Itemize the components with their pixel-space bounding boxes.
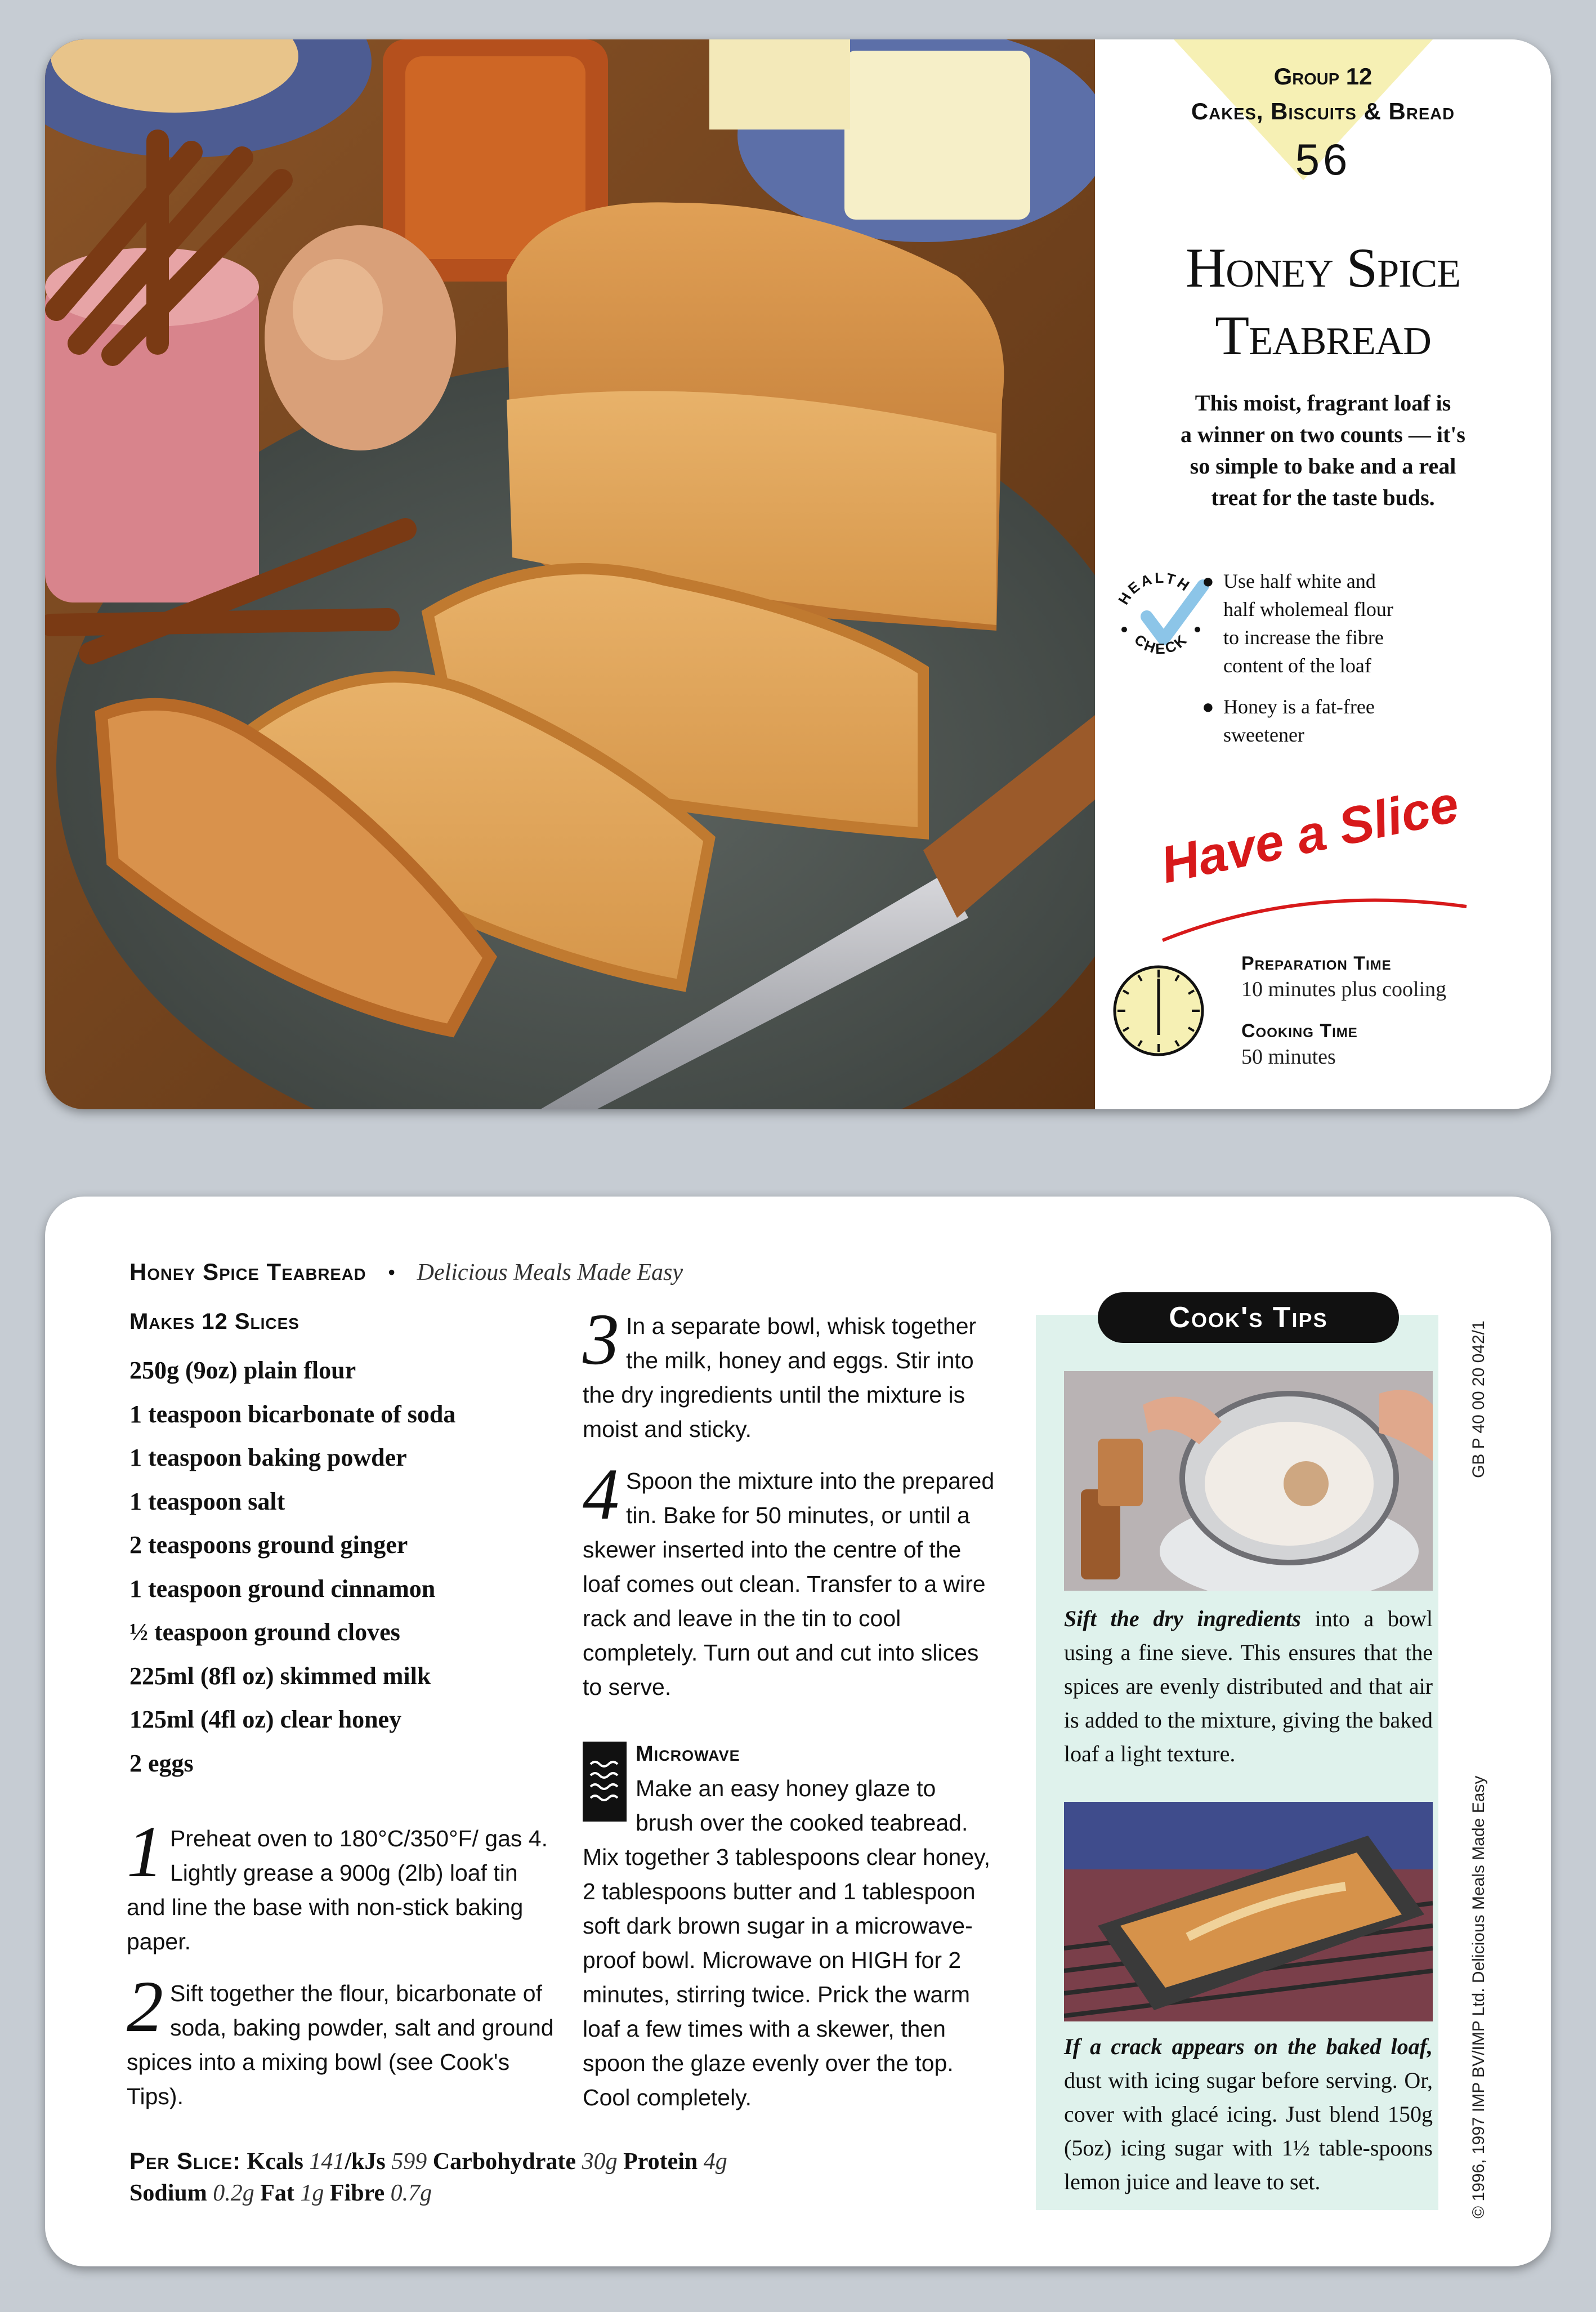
health-item: [1202, 567, 1460, 680]
health-line: half wholemeal flour: [1223, 598, 1393, 621]
group-name: Cakes, Biscuits & Bread: [1191, 98, 1455, 124]
intro-line: This moist, fragrant loaf is: [1195, 390, 1451, 416]
health-line: content of the loaf: [1223, 654, 1371, 677]
ingredient-item: 1 teaspoon salt: [129, 1487, 285, 1515]
method-step-4: [583, 1454, 999, 1704]
tip-2: [1064, 2030, 1433, 2199]
method-step-1: [127, 1811, 555, 1959]
kcals-label: Kcals: [247, 2149, 303, 2175]
health-item: [1202, 693, 1460, 749]
carb-value: 30g: [582, 2149, 618, 2175]
makes-count: Makes 12 Slices: [129, 1309, 299, 1334]
copyright-text: © 1996, 1997 IMP BV/IMP Ltd. Delicious Meals Made Easy: [1469, 1775, 1488, 2219]
tip-2-text: dust with icing sugar before serving. Or, cover with glacé icing. Just blend 150g (5oz) icing sugar with 1½ table-spoons lemon juice and leave to set.: [1064, 2068, 1433, 2194]
front-card: [45, 39, 1551, 1109]
svg-text:HEALTH: [1115, 569, 1194, 608]
series-name: Delicious Meals Made Easy: [417, 1260, 683, 1286]
step-text: Sift together the flour, bicarbonate of soda, baking powder, salt and ground spices into a mixing bowl (see Cook's Tips).: [127, 1980, 554, 2109]
fat-value: 1g: [300, 2180, 324, 2206]
step-number: 3: [583, 1299, 619, 1380]
kj-label: /kJs: [345, 2149, 386, 2175]
recipe-intro: [1117, 387, 1528, 514]
step-number: 4: [583, 1454, 619, 1535]
ingredient-item: 250g (9oz) plain flour: [129, 1356, 356, 1384]
sodium-value: 0.2g: [213, 2180, 254, 2206]
step-number: 2: [127, 1966, 163, 2047]
per-slice-label: Per Slice:: [129, 2148, 242, 2174]
sieve-photo: [1064, 1371, 1433, 1591]
have-a-slice-logo: Have a Slice: [1156, 775, 1464, 895]
front-info-panel: [1095, 39, 1551, 1109]
ingredient-item: 125ml (4fl oz) clear honey: [129, 1706, 402, 1733]
fibre-label: Fibre: [329, 2180, 385, 2206]
group-label: Group 12: [1273, 63, 1373, 90]
product-code: GB P 40 00 20 042/1: [1469, 1320, 1488, 1478]
fibre-value: 0.7g: [390, 2180, 432, 2206]
tip-1: [1064, 1602, 1433, 1771]
tip-1-text: into a bowl using a fine sieve. This ensures that the spices are evenly distributed and that air is added to the mixture, giving the baked loaf a light texture.: [1064, 1606, 1433, 1766]
recipe-title-line2: Teabread: [1215, 304, 1431, 367]
microwave-icon: [583, 1742, 627, 1822]
intro-line: treat for the taste buds.: [1211, 485, 1435, 510]
back-card: [45, 1197, 1551, 2266]
health-badge-top: HEALTH: [1115, 569, 1195, 608]
ingredient-item: 2 eggs: [129, 1749, 194, 1777]
ingredient-item: 225ml (8fl oz) skimmed milk: [129, 1662, 431, 1690]
back-recipe-title: Honey Spice Teabread: [129, 1258, 366, 1285]
protein-value: 4g: [703, 2149, 727, 2175]
cooks-tips-label: Cook's Tips: [1098, 1292, 1399, 1343]
health-line: to increase the fibre: [1223, 626, 1384, 649]
step-number: 1: [127, 1811, 163, 1893]
prep-time-value: 10 minutes plus cooling: [1241, 978, 1447, 1001]
cook-time-value: 50 minutes: [1241, 1045, 1336, 1069]
health-check-icon: [1107, 563, 1214, 670]
method-step-3: [583, 1299, 999, 1447]
sodium-label: Sodium: [129, 2180, 207, 2206]
microwave-section: [583, 1737, 999, 2115]
step-text: Preheat oven to 180°C/350°F/ gas 4. Lightly grease a 900g (2lb) loaf tin and line the base with non-stick baking paper.: [127, 1826, 548, 1954]
ingredient-item: 1 teaspoon ground cinnamon: [129, 1574, 436, 1603]
kj-value: 599: [391, 2149, 427, 2175]
intro-line: so simple to bake and a real: [1190, 453, 1456, 479]
loaf-tin-photo: [1064, 1802, 1433, 2021]
microwave-title: Microwave: [636, 1742, 740, 1766]
kcals-value: 141: [309, 2149, 345, 2175]
health-line: Use half white and: [1223, 570, 1376, 592]
tip-1-lead: Sift the dry ingredients: [1064, 1606, 1301, 1631]
ingredient-list: [129, 1349, 557, 1785]
teabread-photo-illustration: [45, 39, 1095, 1109]
slogan-swoosh-icon: [1157, 867, 1472, 946]
fat-label: Fat: [260, 2180, 294, 2206]
nutrition-info: [129, 2145, 974, 2209]
intro-line: a winner on two counts — it's: [1181, 422, 1465, 447]
ingredient-item: ½ teaspoon ground cloves: [129, 1618, 400, 1646]
bullet-icon: ●: [1202, 695, 1214, 718]
ingredient-item: 2 teaspoons ground ginger: [129, 1531, 408, 1559]
microwave-text: Make an easy honey glaze to brush over the cooked teabread. Mix together 3 tablespoons clear honey, 2 tablespoons butter and 1 tablespoon soft dark brown sugar in a microwave-proof bowl. Microwave on HIGH for 2 minutes, stirring twice. Prick the warm loaf a few times with a skewer, then spoon the glaze evenly over the top. Cool completely.: [583, 1775, 991, 2110]
prep-time-label: Preparation Time: [1241, 953, 1392, 974]
protein-label: Protein: [623, 2149, 698, 2175]
health-badge-bottom: CHECK: [1131, 630, 1192, 658]
tip-2-lead: If a crack appears on the baked loaf,: [1064, 2034, 1433, 2059]
step-text: Spoon the mixture into the prepared tin. Bake for 50 minutes, or until a skewer inserted into the centre of the loaf comes out clean. Transfer to a wire rack and leave in the tin to cool completely. Turn out and cut into slices to serve.: [583, 1468, 995, 1700]
bullet-icon: ●: [1202, 570, 1214, 592]
health-line: sweetener: [1223, 724, 1304, 746]
recipe-title-line1: Honey Spice: [1186, 236, 1460, 299]
health-line: Honey is a fat-free: [1223, 695, 1375, 718]
back-header: [129, 1258, 683, 1286]
method-step-2: [127, 1966, 555, 2114]
step-text: In a separate bowl, whisk together the milk, honey and eggs. Stir into the dry ingredients until the mixture is moist and sticky.: [583, 1313, 977, 1442]
carb-label: Carbohydrate: [432, 2149, 576, 2175]
ingredient-item: 1 teaspoon bicarbonate of soda: [129, 1400, 456, 1428]
clock-icon: [1111, 963, 1206, 1059]
teabread-photo: [45, 39, 1095, 1109]
cook-time-label: Cooking Time: [1241, 1020, 1358, 1042]
header-bullet: •: [387, 1260, 396, 1285]
ingredient-item: 1 teaspoon baking powder: [129, 1444, 407, 1471]
card-number: 56: [1295, 135, 1351, 184]
